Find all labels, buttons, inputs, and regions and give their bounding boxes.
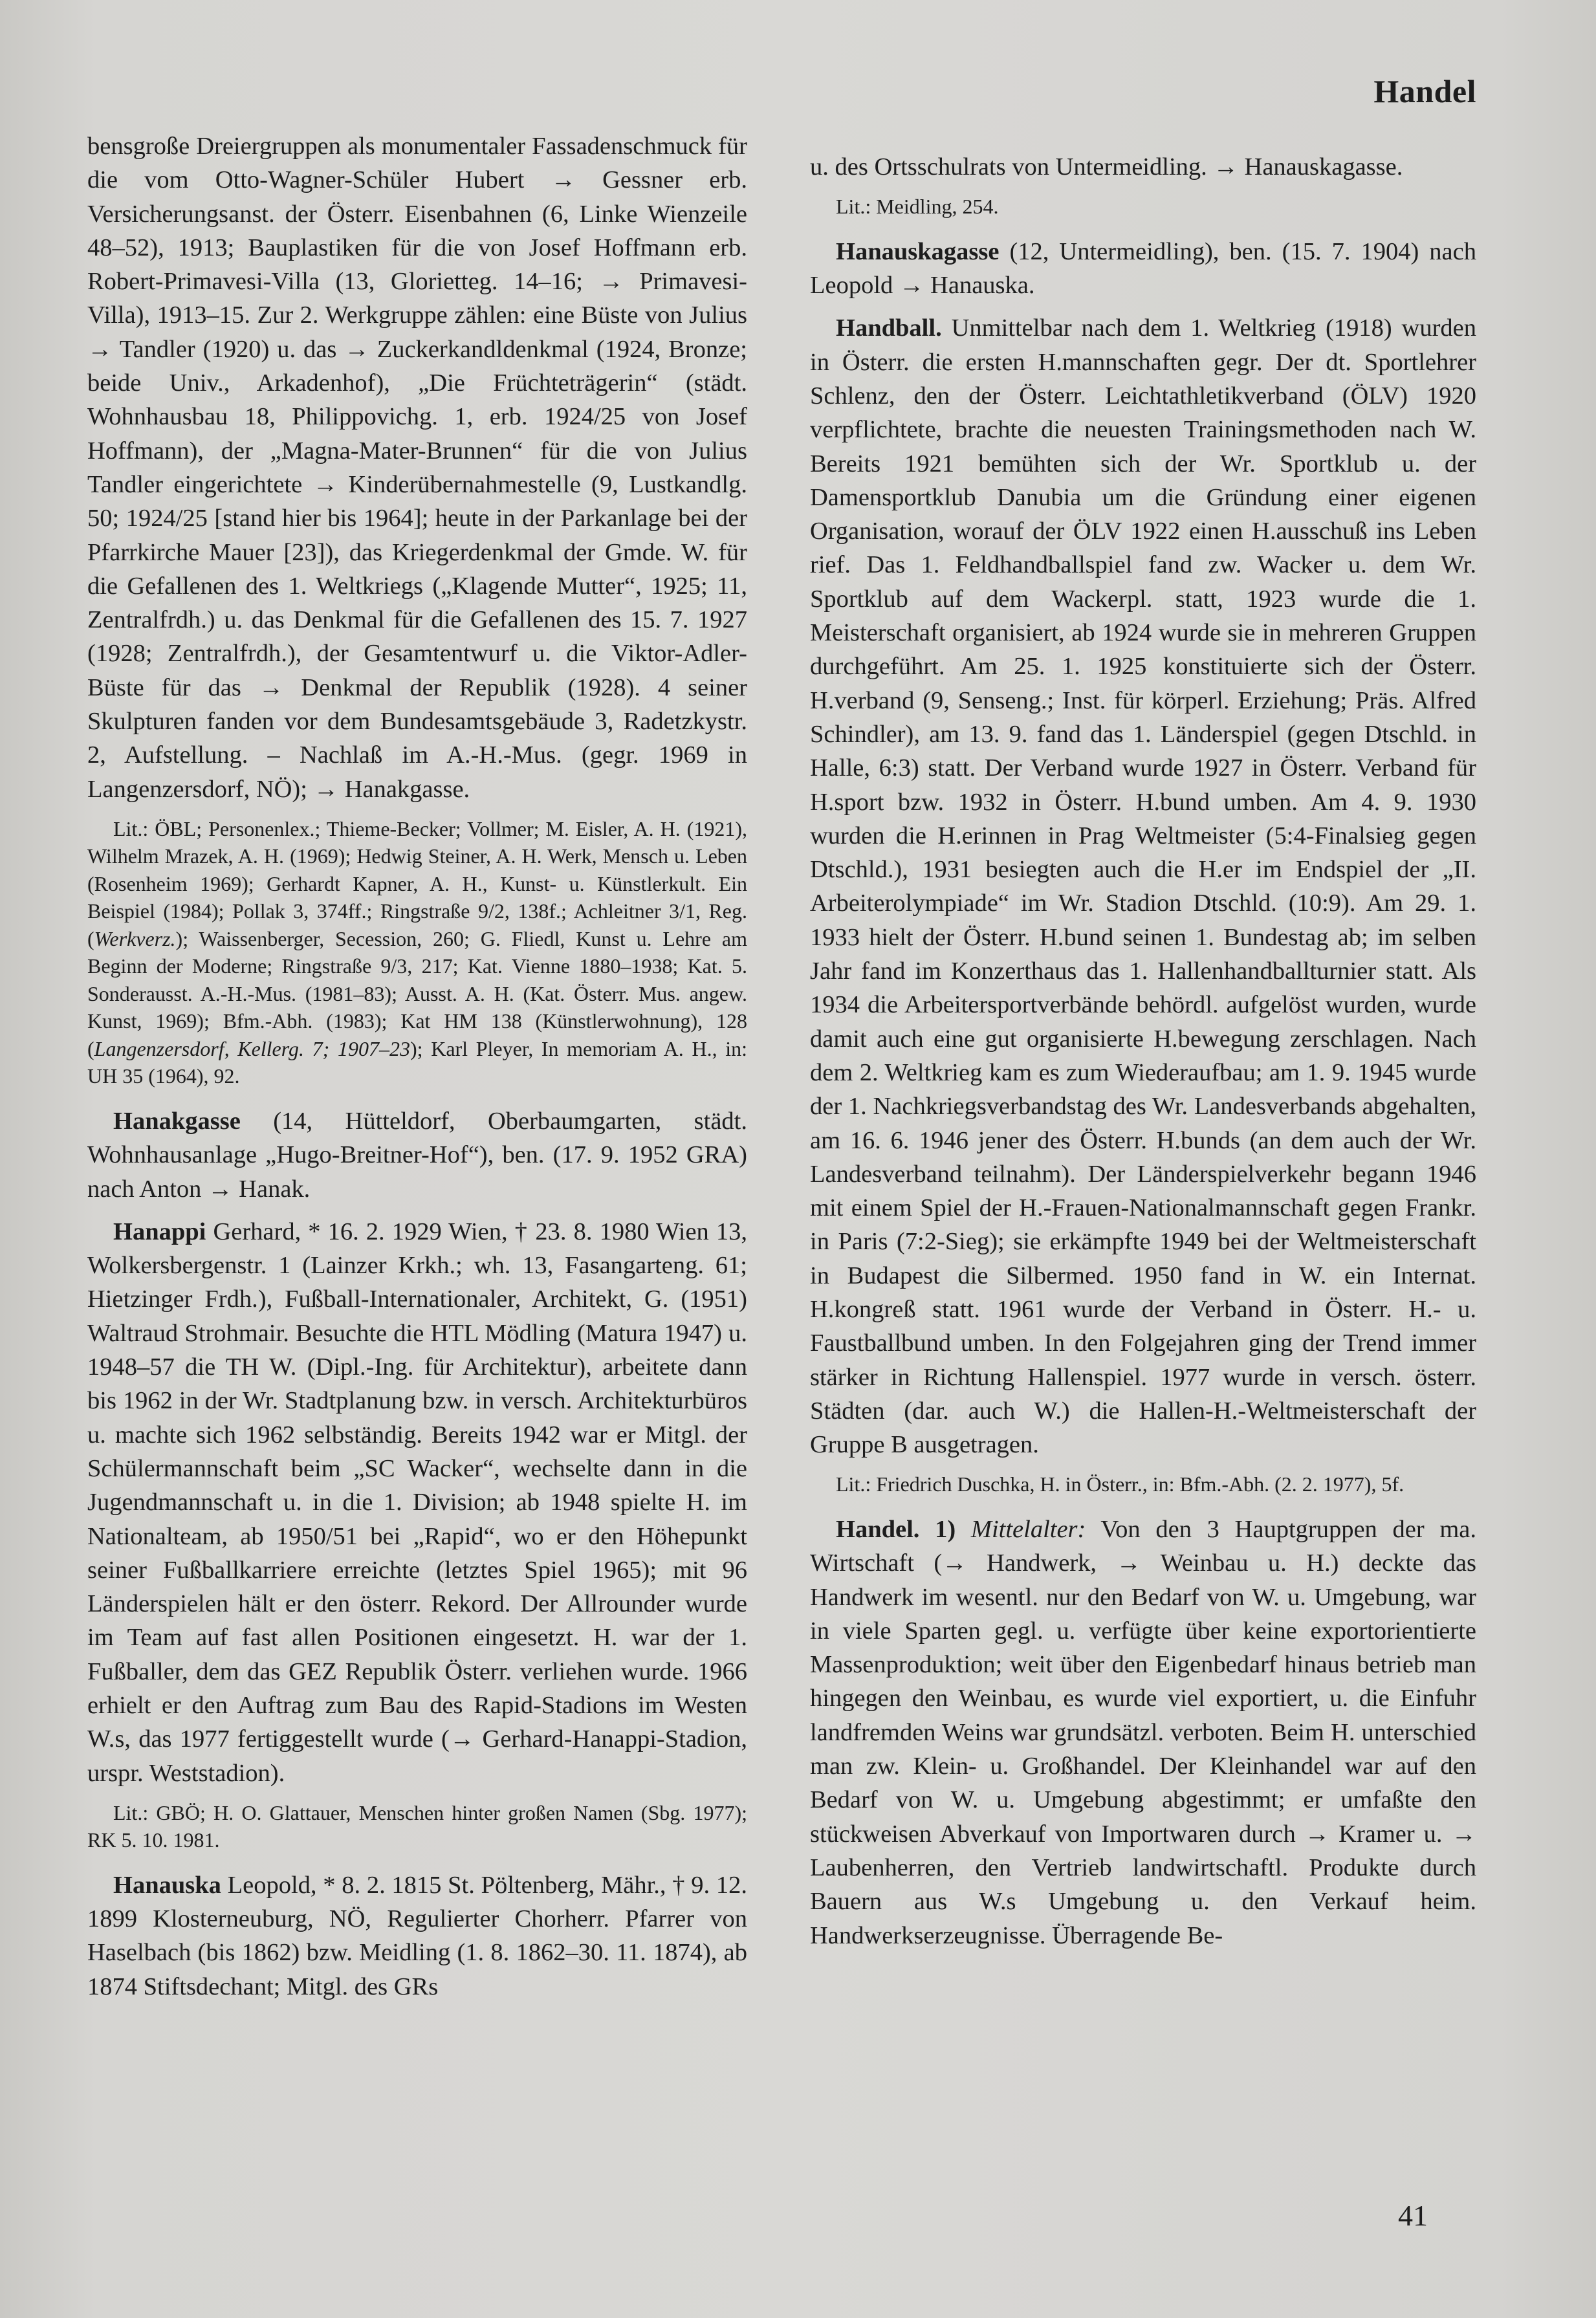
entry-handball	[810, 311, 1476, 1461]
entry-headword: Hanauskagasse	[836, 237, 1000, 265]
entry-text: (14, Hütteldorf, Oberbaumgarten, städt. Wohnhausanlage „Hugo-Breitner-Hof“), ben. (17. 9. 1952 GRA) nach Anton → Hanak.	[87, 1107, 747, 1203]
entry-handel	[810, 1513, 1476, 1952]
entry-text: Unmittelbar nach dem 1. Weltkrieg (1918) wurden in Österr. die ersten H.mannschaften gegr. Der dt. Sportlehrer Schlenz, den der Österr. Leichtathletikverband (ÖLV) 1920 verpflichtete, brachte die neuesten Trainingsmethoden nach W. Bereits 1921 bemühten sich der Wr. Sportklub u. der Damensportklub Danubia um die Gründung einer eigenen Organisation, worauf der ÖLV 1922 einen H.ausschuß ins Leben rief. Das 1. Feldhandballspiel fand zw. Wacker u. dem Wr. Sportklub auf dem Wackerpl. statt, 1923 wurde die 1. Meisterschaft organisiert, ab 1924 wurde sie in mehreren Gruppen durchgeführt. Am 25. 1. 1925 konstituierte sich der Österr. H.verband (9, Senseng.; Inst. für körperl. Erziehung; Präs. Alfred Schindler), am 13. 9. fand das 1. Länderspiel (gegen Dtschld. in Halle, 6:3) statt. Der Verband wurde 1927 in Österr. Verband für H.sport bzw. 1932 in Österr. H.bund umben. Am 4. 9. 1930 wurden die H.erinnen in Prag Weltmeister (5:4-Finalsieg gegen Dtschld.), 1931 besiegten auch die H.er im Endspiel der „II. Arbeiterolympiade“ im Wr. Stadion Dtschld. (10:9). Am 29. 1. 1933 hielt der Österr. H.bund seinen 1. Bundestag ab; im selben Jahr fand im Konzerthaus das 1. Hallenhandballturnier statt. Als 1934 die Arbeitersportverbände behördl. aufgelöst wurden, wurde damit auch eine gut organisierte H.bewegung zerschlagen. Nach dem 2. Weltkrieg kam es zum Wiederaufbau; am 1. 9. 1945 wurde der 1. Nachkriegsverbandstag des Wr. Landesverbands abgehalten, am 16. 6. 1946 jener des Österr. H.bunds (an dem auch der Wr. Landesverband teilnahm). Der Länderspielverkehr begann 1946 mit einem Spiel der H.-Frauen-Nationalmannschaft gegen Frankr. in Paris (7:2-Sieg); sie erkämpfte 1949 bei der Weltmeisterschaft in Budapest die Silbermed. 1950 fand in W. ein Internat. H.kongreß statt. 1961 wurde der Verband in Österr. H.- u. Faustballbund umben. In den Folgejahren ging der Trend immer stärker in Richtung Hallenspiel. 1977 wurde in versch. österr. Städten (dar. auch W.) die Hallen-H.-Weltmeisterschaft der Gruppe B ausgetragen.	[810, 314, 1476, 1459]
entry-literature: Lit.: GBÖ; H. O. Glattauer, Menschen hinter großen Namen (Sbg. 1977); RK 5. 10. 1981.	[87, 1800, 747, 1852]
entry-headword: Hanappi	[113, 1218, 206, 1245]
running-head: Handel	[1373, 73, 1476, 109]
entry-text: bensgroße Dreiergruppen als monumentaler Fassadenschmuck für die vom Otto-Wagner-Schüler Hubert → Gessner erb. Versicherungsanst. der Österr. Eisenbahnen (6, Linke Wienzeile 48–52), 1913; Bauplastiken für die von Josef Hoffmann erb. Robert-Primavesi-Villa (13, Glorietteg. 14–16; → Primavesi-Villa), 1913–15. Zur 2. Werkgruppe zählen: eine Büste von Julius → Tandler (1920) u. das → Zuckerkandldenkmal (1924, Bronze; beide Univ., Arkadenhof), „Die Früchteträgerin“ (städt. Wohnhausbau 18, Philippovichg. 1, erb. 1924/25 von Josef Hoffmann), der „Magna-Mater-Brunnen“ für die von Julius Tandler eingerichtete → Kinderübernahmestelle (9, Lustkandlg. 50; 1924/25 [stand hier bis 1964]; heute in der Parkanlage bei der Pfarrkirche Mauer [23]), das Kriegerdenkmal der Gmde. W. für die Gefallenen des 1. Weltkriegs („Klagende Mutter“, 1925; 11, Zentralfrdh.) u. das Denkmal für die Gefallenen des 15. 7. 1927 (1928; Zentralfrdh.), der Gesamtentwurf u. die Viktor-Adler-Büste für das → Denkmal der Republik (1928). 4 seiner Skulpturen fanden vor dem Bundesamtsgebäude 3, Radetzkystr. 2, Aufstellung. – Nachlaß im A.-H.-Mus. (gegr. 1969 in Langenzersdorf, NÖ); → Hanakgasse.	[87, 133, 747, 803]
entry-text: (12, Untermeidling), ben. (15. 7. 1904) nach Leopold → Hanauska.	[810, 237, 1476, 300]
left-column	[87, 129, 747, 2013]
entry-literature: Lit.: ÖBL; Personenlex.; Thieme-Becker; Vollmer; M. Eisler, A. H. (1921), Wilhelm Mrazek, A. H. (1969); Hedwig Steiner, A. H. Werk, Mensch u. Leben (Rosenheim 1969); Gerhardt Kapner, A. H., Kunst- u. Künstlerkult. Ein Beispiel (1984); Pollak 3, 374ff.; Ringstraße 9/2, 138f.; Achleitner 3/1, Reg. (Werkverz.); Waissenberger, Secession, 260; G. Fliedl, Kunst u. Lehre am Beginn der Moderne; Ringstraße 9/3, 217; Kat. Vienne 1880–1938; Kat. 5. Sonderausst. A.-H.-Mus. (1981–83); Ausst. A. H. (Kat. Österr. Mus. angew. Kunst, 1969); Bfm.-Abh. (1983); Kat HM 138 (Künstlerwohnung), 128 (Langenzersdorf, Kellerg. 7; 1907–23); Karl Pleyer, In memoriam A. H., in: UH 35 (1964), 92.	[87, 816, 748, 1088]
entry-headword: Handel. 1)	[836, 1515, 956, 1543]
entry-text: u. des Ortsschulrats von Untermeidling. → Hanauskagasse.	[810, 153, 1403, 180]
entry-headword: Hanauska	[113, 1871, 221, 1899]
entry-hanauskagasse	[810, 235, 1476, 303]
entry-text: Gerhard, * 16. 2. 1929 Wien, † 23. 8. 1980 Wien 13, Wolkersbergenstr. 1 (Lainzer Krkh.; wh. 13, Fasangarteng. 61; Hietzinger Frdh.), Fußball-Internationaler, Architekt, G. (1951) Waltraud Strohmair. Besuchte die HTL Mödling (Matura 1947) u. 1948–57 die TH W. (Dipl.-Ing. für Architektur), arbeitete dann bis 1962 in der Wr. Stadtplanung bzw. in versch. Architekturbüros u. machte sich 1962 selbständig. Bereits 1942 war er Mitgl. der Schülermannschaft beim „SC Wacker“, wechselte dann in die Jugendmannschaft u. in die 1. Division; ab 1948 spielte H. im Nationalteam, ab 1950/51 bei „Rapid“, wo er den Höhepunkt seiner Fußballkarriere erreichte (letztes Spiel 1965); mit 96 Länderspielen hält er den österr. Rekord. Der Allrounder wurde im Team auf fast allen Positionen eingesetzt. H. war der 1. Fußballer, dem das GEZ Republik Österr. verliehen wurde. 1966 erhielt er den Auftrag zum Bau des Rapid-Stadions im Westen W.s, das 1977 fertiggestellt wurde (→ Gerhard-Hanappi-Stadion, urspr. Weststadion).	[87, 1218, 747, 1787]
entry-hanauska	[87, 1868, 747, 2004]
entry-literature: Lit.: Meidling, 254.	[836, 195, 999, 219]
entry-tandler-continuation	[87, 129, 747, 806]
entry-hanauska-continuation	[810, 150, 1476, 184]
entry-text: Von den 3 Hauptgruppen der ma. Wirtschaft (→ Handwerk, → Weinbau u. H.) deckte das Handwerk im wesentl. nur den Bedarf von W. u. Umgebung, war in viele Sparten gegl. u. verfügte über keine exportorientierte Massenproduktion; weit über den Eigenbedarf hinaus betrieb man hingegen den Weinbau, es wurde viel exportiert, u. die Einfuhr landfremden Weins war grundsätzl. verboten. Beim H. unterschied man zw. Klein- u. Großhandel. Der Kleinhandel war auf den Bedarf von W. u. Umgebung abgestimmt; er umfaßte den stückweisen Abverkauf von Importwaren durch → Kramer u. → Laubenherren, den Vertrieb landwirtschaftl. Produkte durch Bauern aus W.s Umgebung u. den Verkauf heim. Handwerkserzeugnisse. Überragende Be-	[810, 1515, 1476, 1949]
entry-subheading: Mittelalter:	[970, 1515, 1086, 1543]
entry-hanakgasse	[87, 1104, 747, 1206]
entry-headword: Hanakgasse	[113, 1107, 241, 1135]
entry-headword: Handball.	[836, 314, 942, 342]
right-column	[810, 150, 1476, 1962]
page-number: 41	[1398, 2199, 1428, 2232]
entry-text: Leopold, * 8. 2. 1815 St. Pöltenberg, Mähr., † 9. 12. 1899 Klosterneuburg, NÖ, Regulierter Chorherr. Pfarrer von Haselbach (bis 1862) bzw. Meidling (1. 8. 1862–30. 11. 1874), ab 1874 Stiftsdechant; Mitgl. des GRs	[87, 1871, 747, 2000]
entry-literature: Lit.: Friedrich Duschka, H. in Österr., in: Bfm.-Abh. (2. 2. 1977), 5f.	[836, 1472, 1405, 1496]
entry-hanappi	[87, 1215, 747, 1790]
